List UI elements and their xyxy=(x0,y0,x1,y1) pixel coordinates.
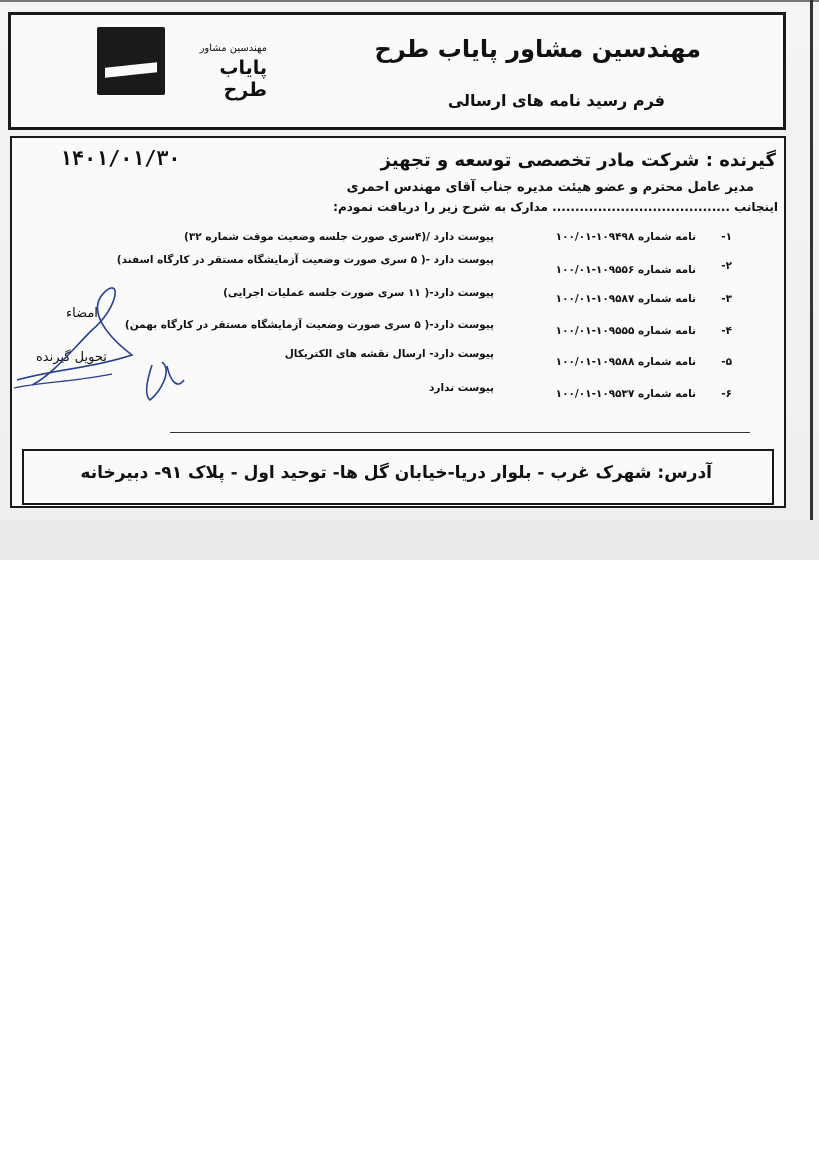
letter-row xyxy=(172,287,732,311)
letter-number: نامه شماره ۱۰۹۵۵۵-۱۰۰/۰۱ xyxy=(555,325,696,337)
company-logo-icon xyxy=(97,27,165,95)
row-number: ۳- xyxy=(721,293,732,305)
letterhead xyxy=(8,12,786,130)
attachment-note: پیوست دارد /(۴سری صورت جلسه وضعیت موقت شماره ۳۲) xyxy=(184,231,494,243)
row-number: ۱- xyxy=(721,231,732,243)
letter-row xyxy=(172,231,732,249)
scan-top-edge xyxy=(0,0,819,2)
signature-label: امضاء xyxy=(66,306,98,321)
attachment-note: پیوست ندارد xyxy=(429,382,494,394)
letter-row xyxy=(172,382,732,406)
letter-number: نامه شماره ۱۰۹۵۵۶-۱۰۰/۰۱ xyxy=(555,264,696,276)
row-number: ۴- xyxy=(721,325,732,337)
logo-stripe xyxy=(105,62,157,77)
logo-subtitle: مهندسین مشاور xyxy=(199,43,267,54)
attachment-note: پیوست دارد -( ۵ سری صورت وضعیت آزمایشگاه مستقر در کارگاه اسفند) xyxy=(116,254,494,266)
logo-name: پایاب طرح xyxy=(219,57,267,101)
row-number: ۲- xyxy=(721,260,732,272)
intro-line: اینجانب ....................................... مدارک به شرح زیر را دریافت نمودم: xyxy=(333,200,778,214)
letter-number: نامه شماره ۱۰۹۴۹۸-۱۰۰/۰۱ xyxy=(555,231,696,243)
divider-line xyxy=(170,432,750,433)
letter-number: نامه شماره ۱۰۹۵۳۷-۱۰۰/۰۱ xyxy=(555,388,696,400)
scan-right-edge xyxy=(810,0,813,540)
letter-row xyxy=(172,348,732,374)
row-number: ۵- xyxy=(721,356,732,368)
recipient-line: گیرنده : شرکت مادر تخصصی توسعه و تجهیز xyxy=(380,150,776,171)
handwritten-signature xyxy=(12,270,202,410)
form-title: فرم رسید نامه های ارسالی xyxy=(447,91,665,110)
letter-row xyxy=(124,319,732,343)
row-number: ۶- xyxy=(721,388,732,400)
address-box xyxy=(22,449,774,505)
manager-line: مدیر عامل محترم و عضو هیئت مدیره جناب آقای مهندس احمری xyxy=(346,180,754,195)
address-text: آدرس: شهرک غرب - بلوار دریا-خیابان گل ها- توحید اول - پلاک ۹۱- دبیرخانه xyxy=(80,463,712,483)
letter-number: نامه شماره ۱۰۹۵۸۸-۱۰۰/۰۱ xyxy=(555,356,696,368)
attachment-note: پیوست دارد-( ۵ سری صورت وضعیت آزمایشگاه مستقر در کارگاه بهمن) xyxy=(124,319,494,331)
letter-number: نامه شماره ۱۰۹۵۸۷-۱۰۰/۰۱ xyxy=(555,293,696,305)
attachment-note: پیوست دارد-( ۱۱ سری صورت جلسه عملیات اجرایی) xyxy=(223,287,494,299)
scan-bottom-edge xyxy=(0,520,819,560)
receiver-label: تحویل گیرنده xyxy=(36,350,107,365)
company-title: مهندسین مشاور پایاب طرح xyxy=(374,35,701,63)
letter-row xyxy=(116,254,732,278)
attachment-note: پیوست دارد- ارسال نقشه های الکتریکال xyxy=(284,348,494,360)
form-date: ۱۴۰۱/۰۱/۳۰ xyxy=(60,146,181,170)
